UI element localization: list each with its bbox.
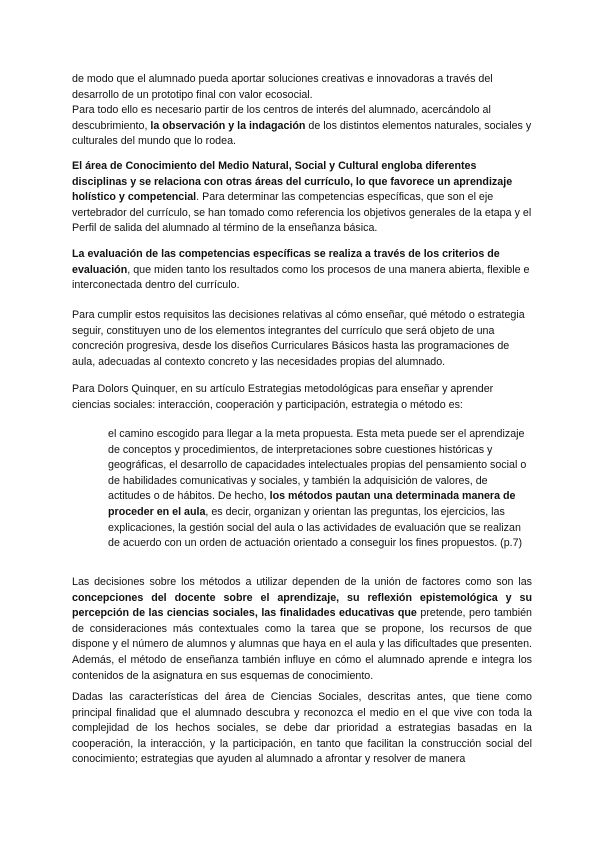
- paragraph-7: [72, 575, 532, 684]
- paragraph-4: [72, 247, 532, 294]
- p7-bold-concepciones: concepciones del docente sobre el aprendizaje, su reflexión epistemológica y su percepción de las ciencias sociales, las finalidades educativas que: [72, 591, 532, 620]
- paragraph-6: [72, 382, 532, 413]
- p2-run-3: de los distintos elementos naturales, sociales y culturales del mundo que lo rodea.: [72, 119, 532, 148]
- p1-run-1: de modo que el alumnado pueda aportar soluciones creativas e innovadoras a través del desarrollo de un prototipo final con valor ecosocial.: [72, 73, 493, 101]
- quote-bold-metodos: los métodos pautan una determinada manera de proceder en el aula: [108, 490, 516, 518]
- p2-bold-observacion: la observación y la indagación: [150, 119, 306, 132]
- p4-run-2: , que miden tanto los resultados como los procesos de una manera abierta, flexible e interconectada dentro del currículo.: [72, 263, 530, 292]
- paragraph-8: [72, 690, 532, 768]
- p2-run-1: Para todo ello es necesario partir de los centros de interés del alumnado, acercándolo al descubrimiento,: [72, 104, 491, 132]
- block-quote: [108, 427, 532, 552]
- p3-run-2: . Para determinar las competencias específicas, que son el eje vertebrador del currículo, se han tomado como referencia los objetivos generales de la etapa y el Perfil de salida del alumnado al término de la enseñanza básica.: [72, 191, 532, 235]
- p7-run-1: Las decisiones sobre los métodos a utilizar dependen de la unión de factores como son las: [72, 576, 532, 588]
- p8-run-1: Dadas las características del área de Ciencias Sociales, descritas antes, que tiene como principal finalidad que el alumnado descubra y reconozca el medio en el que vive con toda la complejidad de los hechos sociales, se debe dar prioridad a estrategias basadas en la cooperación, la interacción, y la participación, en tanto que facilitan la construcción social del conocimiento; estrategias que ayuden al alumnado a afrontar y resolver de manera: [72, 691, 532, 766]
- quote-run-1: el camino escogido para llegar a la meta propuesta. Esta meta puede ser el aprendizaje de conceptos y procedimientos, de interpretaciones sobre cuestiones históricas y geográficas, el desarrollo de capacidades intelectuales propias del pensamiento social o de habilidades comunicativas y sociales, y también la adquisición de valores, de actitudes o de hábitos. De hecho,: [108, 428, 527, 503]
- p4-bold-evaluacion: La evaluación de las competencias específicas se realiza a través de los criterios de evaluación: [72, 248, 500, 276]
- p5-run-1: Para cumplir estos requisitos las decisiones relativas al cómo enseñar, qué método o estrategia seguir, constituyen uno de los elementos integrantes del currículo que será objeto de una concreción progresiva, desde los diseños Curriculares Básicos hasta las programaciones de aula, adecuadas al contexto concreto y las necesidades propias del alumnado.: [72, 309, 525, 368]
- p7-run-3: pretende, pero también de consideraciones más contextuales como la tarea que se propone, los recursos de que dispone y el número de alumnos y alumnas que haya en el aula y las dificultades que presenten. Además, el método de enseñanza también influye en cómo el alumnado aprende e integra los contenidos de la asignatura en sus esquemas de conocimiento.: [72, 607, 532, 682]
- paragraph-3: [72, 159, 532, 237]
- paragraph-1: [72, 72, 532, 103]
- quote-run-3: , es decir, organizan y orientan las preguntas, los ejercicios, las explicaciones, la gestión social del aula o las actividades de evaluación que se realizan de acuerdo con un orden de actuación orientado a conseguir los fines propuestos. (p.7): [108, 505, 523, 550]
- p3-bold-area: El área de Conocimiento del Medio Natural, Social y Cultural engloba diferentes disciplinas y se relaciona con otras áreas del currículo, lo que favorece un aprendizaje holístico y competencial: [72, 160, 513, 204]
- p6-run-1: Para Dolors Quinquer, en su artículo Estrategias metodológicas para enseñar y aprender ciencias sociales: interacción, cooperación y participación, estrategia o método es:: [72, 383, 494, 411]
- paragraph-5: [72, 308, 532, 370]
- paragraph-2: [72, 103, 532, 150]
